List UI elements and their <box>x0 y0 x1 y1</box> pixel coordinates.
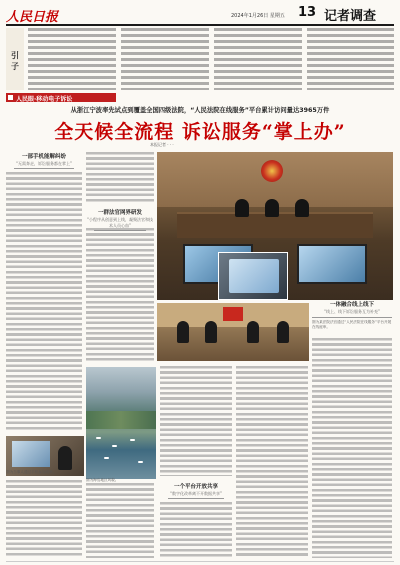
intro-label-box <box>6 28 24 90</box>
subhead-2-title: 一群法官网界研发 <box>97 210 142 216</box>
intro-column-1 <box>28 28 116 90</box>
subhead-4-deck: “数字化改革离不开数据共享” <box>169 491 223 496</box>
article-kicker: 从浙江宁波率先试点到覆盖全国四级法院，“人民法院在线服务”平台累计访问量达3965万件 <box>70 107 330 114</box>
column-tag <box>6 93 116 102</box>
intro-column-3 <box>214 28 302 90</box>
intro-label: 引子 <box>11 51 19 71</box>
subhead-2-deck: “小程序从创意到上线，凝聚法官和技术人员心血” <box>86 217 154 228</box>
subhead-4 <box>160 482 232 499</box>
masthead <box>6 4 394 26</box>
subhead-1-title: 一部手机能解纠纷 <box>21 154 66 160</box>
body-column-3-bottom <box>160 502 232 558</box>
hearing-photo <box>157 303 309 361</box>
intro-column-4 <box>307 28 394 90</box>
subhead-3 <box>312 300 392 318</box>
body-column-1 <box>6 172 82 432</box>
intro-block <box>6 28 394 90</box>
body-column-1-bottom <box>6 480 82 558</box>
body-column-3 <box>160 366 232 476</box>
body-column-2-bottom <box>86 483 154 558</box>
court-emblem-icon <box>261 160 283 182</box>
body-column-6 <box>312 338 392 558</box>
page-number: 13 <box>298 5 317 20</box>
subhead-1-deck: “无需奔走，诉讼服务都在掌上” <box>15 161 73 166</box>
section-title: 记者调查 <box>324 9 377 24</box>
column-tag-square-icon <box>8 95 13 100</box>
issue-date: 2024年1月26日 星期五 <box>231 13 285 19</box>
body-column-2-top <box>86 152 154 204</box>
photo-caption-3: 图为海岛地区风貌。 <box>86 478 119 482</box>
newspaper-name: 人民日报 <box>6 10 59 25</box>
island-aerial-photo <box>86 367 156 479</box>
subhead-1 <box>6 152 82 169</box>
subhead-4-title: 一个平台开放共享 <box>173 484 218 490</box>
subhead-3-title: 一体融合线上线下 <box>329 302 374 308</box>
article-headline: 全天候全流程 诉讼服务“掌上办” <box>54 121 346 143</box>
body-column-4 <box>236 366 308 558</box>
page-bottom-rule <box>6 561 394 562</box>
subhead-3-deck: “线上、线下诉讼服务互为补充” <box>323 309 381 314</box>
phone-trial-photo <box>218 252 288 300</box>
intro-column-2 <box>121 28 209 90</box>
article-byline: 本报记者 · · · <box>150 142 174 147</box>
body-column-2 <box>86 228 154 362</box>
photo-caption-1: 图为某法院法官通过“人民法院在线服务”平台开展在线庭审。 <box>312 320 392 329</box>
photo-caption-2: 图为当事人通过手机参加庭审。 <box>6 470 57 474</box>
column-tag-label: 人民眼·移动电子诉讼 <box>16 96 73 103</box>
